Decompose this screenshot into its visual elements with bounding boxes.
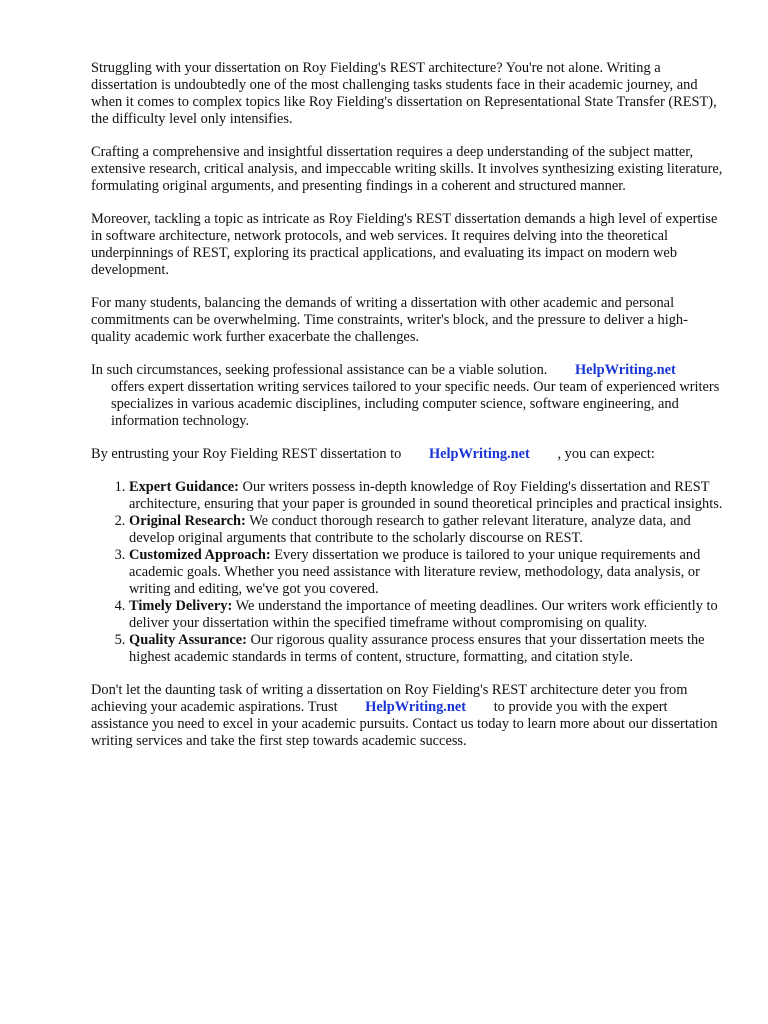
entrust-paragraph <box>91 446 727 463</box>
document-page <box>91 60 727 766</box>
entrust-text-before: By entrusting your Roy Fielding REST dissertation to <box>91 446 402 462</box>
closing-paragraph <box>91 682 727 750</box>
benefit-title: Original Research: <box>129 513 246 529</box>
intro-paragraph-2: Crafting a comprehensive and insightful dissertation requires a deep understanding of the subject matter, extensive research, critical analysis, and impeccable writing skills. It involves synthesizing existing literature, formulating original arguments, and presenting findings in a coherent and structured manner. <box>91 144 723 194</box>
benefit-title: Quality Assurance: <box>129 632 247 648</box>
list-item <box>129 632 727 666</box>
helpwriting-link[interactable]: HelpWriting.net <box>365 699 467 715</box>
closing-text-before: Don't let the daunting task of writing a dissertation on Roy Fielding's REST architecture deter you from achieving your academic aspirations. Trust <box>91 682 688 715</box>
benefit-text: We understand the importance of meeting deadlines. Our writers work efficiently to deliver your dissertation within the specified timeframe without compromising on quality. <box>129 598 718 631</box>
helpwriting-link[interactable]: HelpWriting.net <box>574 362 676 378</box>
assistance-paragraph <box>91 362 727 430</box>
intro-paragraph-3: Moreover, tackling a topic as intricate as Roy Fielding's REST dissertation demands a high level of expertise in software architecture, network protocols, and web services. It requires delving into the theoretical underpinnings of REST, exploring its practical applications, and evaluating its impact on modern web development. <box>91 211 718 278</box>
intro-paragraph-1: Struggling with your dissertation on Roy Fielding's REST architecture? You're not alone. Writing a dissertation is undoubtedly one of the most challenging tasks students face in their academic journey, and when it comes to complex topics like Roy Fielding's dissertation on Representational State Transfer (REST), the difficulty level only intensifies. <box>91 60 717 127</box>
benefit-title: Expert Guidance: <box>129 479 239 495</box>
benefit-title: Timely Delivery: <box>129 598 233 614</box>
benefit-text: We conduct thorough research to gather relevant literature, analyze data, and develop original arguments that contribute to the scholarly discourse on REST. <box>129 513 691 546</box>
benefit-text: Our rigorous quality assurance process ensures that your dissertation meets the highest academic standards in terms of content, structure, formatting, and citation style. <box>129 632 705 665</box>
intro-paragraph-4: For many students, balancing the demands of writing a dissertation with other academic and personal commitments can be overwhelming. Time constraints, writer's block, and the pressure to deliver a high-quality academic work further exacerbate the challenges. <box>91 295 688 345</box>
benefit-text: Our writers possess in-depth knowledge of Roy Fielding's dissertation and REST architecture, ensuring that your paper is grounded in sound theoretical principles and practical insights. <box>129 479 723 512</box>
benefit-title: Customized Approach: <box>129 547 271 563</box>
helpwriting-link[interactable]: HelpWriting.net <box>428 446 530 462</box>
assistance-text-after: offers expert dissertation writing services tailored to your specific needs. Our team of experienced writers specializes in various academic disciplines, including computer science, software engineering, and information technology. <box>111 379 720 429</box>
assistance-text-before: In such circumstances, seeking professional assistance can be a viable solution. <box>91 362 548 378</box>
closing-text-after: to provide you with the expert assistance you need to excel in your academic pursuits. Contact us today to learn more about our dissertation writing services and take the first step towards academic success. <box>91 699 718 749</box>
list-item <box>129 479 727 513</box>
benefits-list <box>91 479 727 666</box>
list-item <box>129 547 727 598</box>
benefit-text: Every dissertation we produce is tailored to your unique requirements and academic goals. Whether you need assistance with literature review, methodology, data analysis, or writing and editing, we've got you covered. <box>129 547 701 597</box>
list-item <box>129 598 727 632</box>
entrust-text-after: , you can expect: <box>557 446 655 462</box>
list-item <box>129 513 727 547</box>
